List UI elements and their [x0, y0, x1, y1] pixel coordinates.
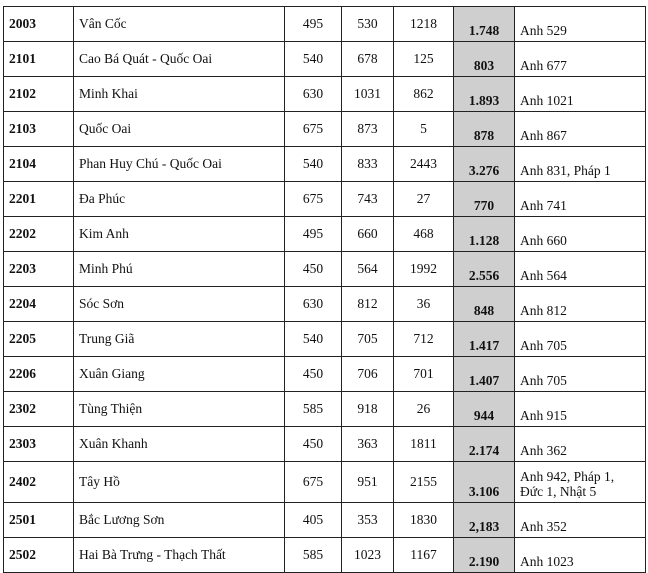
total-cell: 1.407 — [454, 357, 515, 392]
total-cell: 1.748 — [454, 7, 515, 42]
language-cell: Anh 677 — [515, 42, 646, 77]
school-code-cell: 2201 — [4, 182, 74, 217]
table-row — [4, 252, 646, 287]
school-registration-table — [3, 6, 646, 573]
school-code-cell: 2402 — [4, 462, 74, 503]
table-row — [4, 112, 646, 147]
total-cell: 1.893 — [454, 77, 515, 112]
total-cell: 803 — [454, 42, 515, 77]
table-row — [4, 77, 646, 112]
table-row — [4, 322, 646, 357]
choice2-cell: 862 — [394, 77, 454, 112]
school-name-cell: Sóc Sơn — [74, 287, 285, 322]
choice2-cell: 1218 — [394, 7, 454, 42]
language-cell: Anh 1021 — [515, 77, 646, 112]
total-cell: 878 — [454, 112, 515, 147]
quota-cell: 630 — [285, 287, 342, 322]
table-row — [4, 503, 646, 538]
total-cell: 3.276 — [454, 147, 515, 182]
total-cell: 3.106 — [454, 462, 515, 503]
total-cell: 2.190 — [454, 538, 515, 573]
table-row — [4, 7, 646, 42]
choice1-cell: 1023 — [342, 538, 394, 573]
choice1-cell: 564 — [342, 252, 394, 287]
language-cell: Anh 529 — [515, 7, 646, 42]
school-name-cell: Minh Khai — [74, 77, 285, 112]
school-name-cell: Hai Bà Trưng - Thạch Thất — [74, 538, 285, 573]
choice1-cell: 918 — [342, 392, 394, 427]
school-name-cell: Phan Huy Chú - Quốc Oai — [74, 147, 285, 182]
language-cell: Anh 812 — [515, 287, 646, 322]
school-code-cell: 2102 — [4, 77, 74, 112]
school-code-cell: 2206 — [4, 357, 74, 392]
quota-cell: 540 — [285, 42, 342, 77]
choice1-cell: 678 — [342, 42, 394, 77]
choice2-cell: 1167 — [394, 538, 454, 573]
language-cell: Anh 831, Pháp 1 — [515, 147, 646, 182]
school-name-cell: Tây Hồ — [74, 462, 285, 503]
choice2-cell: 1992 — [394, 252, 454, 287]
quota-cell: 405 — [285, 503, 342, 538]
choice1-cell: 353 — [342, 503, 394, 538]
choice1-cell: 743 — [342, 182, 394, 217]
choice1-cell: 705 — [342, 322, 394, 357]
language-cell: Anh 867 — [515, 112, 646, 147]
choice2-cell: 2155 — [394, 462, 454, 503]
school-code-cell: 2302 — [4, 392, 74, 427]
school-code-cell: 2501 — [4, 503, 74, 538]
language-cell: Anh 1023 — [515, 538, 646, 573]
quota-cell: 495 — [285, 217, 342, 252]
choice2-cell: 712 — [394, 322, 454, 357]
choice1-cell: 1031 — [342, 77, 394, 112]
quota-cell: 585 — [285, 392, 342, 427]
school-name-cell: Cao Bá Quát - Quốc Oai — [74, 42, 285, 77]
choice2-cell: 1830 — [394, 503, 454, 538]
table-row — [4, 357, 646, 392]
table-row — [4, 427, 646, 462]
total-cell: 1.417 — [454, 322, 515, 357]
language-cell: Anh 915 — [515, 392, 646, 427]
total-cell: 2.174 — [454, 427, 515, 462]
choice2-cell: 2443 — [394, 147, 454, 182]
total-cell: 2.556 — [454, 252, 515, 287]
school-code-cell: 2003 — [4, 7, 74, 42]
quota-cell: 675 — [285, 462, 342, 503]
choice1-cell: 951 — [342, 462, 394, 503]
school-code-cell: 2103 — [4, 112, 74, 147]
school-name-cell: Quốc Oai — [74, 112, 285, 147]
quota-cell: 675 — [285, 182, 342, 217]
language-cell: Anh 352 — [515, 503, 646, 538]
choice1-cell: 706 — [342, 357, 394, 392]
choice2-cell: 26 — [394, 392, 454, 427]
table-row — [4, 147, 646, 182]
quota-cell: 450 — [285, 357, 342, 392]
choice1-cell: 833 — [342, 147, 394, 182]
choice2-cell: 27 — [394, 182, 454, 217]
school-name-cell: Bắc Lương Sơn — [74, 503, 285, 538]
language-cell: Anh 705 — [515, 357, 646, 392]
table-row — [4, 182, 646, 217]
school-code-cell: 2303 — [4, 427, 74, 462]
total-cell: 770 — [454, 182, 515, 217]
school-code-cell: 2204 — [4, 287, 74, 322]
school-name-cell: Vân Cốc — [74, 7, 285, 42]
quota-cell: 540 — [285, 322, 342, 357]
school-name-cell: Đa Phúc — [74, 182, 285, 217]
choice1-cell: 812 — [342, 287, 394, 322]
table-row — [4, 462, 646, 503]
school-code-cell: 2203 — [4, 252, 74, 287]
school-name-cell: Kim Anh — [74, 217, 285, 252]
table-row — [4, 392, 646, 427]
quota-cell: 450 — [285, 427, 342, 462]
quota-cell: 585 — [285, 538, 342, 573]
table-row — [4, 217, 646, 252]
choice1-cell: 363 — [342, 427, 394, 462]
total-cell: 2,183 — [454, 503, 515, 538]
table-row — [4, 538, 646, 573]
table-row — [4, 42, 646, 77]
quota-cell: 630 — [285, 77, 342, 112]
choice2-cell: 36 — [394, 287, 454, 322]
choice2-cell: 468 — [394, 217, 454, 252]
choice1-cell: 660 — [342, 217, 394, 252]
quota-cell: 450 — [285, 252, 342, 287]
language-cell: Anh 660 — [515, 217, 646, 252]
choice2-cell: 5 — [394, 112, 454, 147]
language-cell: Anh 942, Pháp 1, Đức 1, Nhật 5 — [515, 462, 646, 503]
table-row — [4, 287, 646, 322]
choice2-cell: 1811 — [394, 427, 454, 462]
quota-cell: 495 — [285, 7, 342, 42]
language-cell: Anh 705 — [515, 322, 646, 357]
school-name-cell: Tùng Thiện — [74, 392, 285, 427]
language-cell: Anh 362 — [515, 427, 646, 462]
total-cell: 1.128 — [454, 217, 515, 252]
quota-cell: 675 — [285, 112, 342, 147]
school-code-cell: 2205 — [4, 322, 74, 357]
total-cell: 944 — [454, 392, 515, 427]
choice2-cell: 125 — [394, 42, 454, 77]
language-cell: Anh 741 — [515, 182, 646, 217]
choice1-cell: 530 — [342, 7, 394, 42]
school-name-cell: Xuân Giang — [74, 357, 285, 392]
school-code-cell: 2502 — [4, 538, 74, 573]
total-cell: 848 — [454, 287, 515, 322]
school-name-cell: Trung Giã — [74, 322, 285, 357]
quota-cell: 540 — [285, 147, 342, 182]
language-cell: Anh 564 — [515, 252, 646, 287]
school-code-cell: 2202 — [4, 217, 74, 252]
school-name-cell: Xuân Khanh — [74, 427, 285, 462]
school-code-cell: 2104 — [4, 147, 74, 182]
choice1-cell: 873 — [342, 112, 394, 147]
school-code-cell: 2101 — [4, 42, 74, 77]
school-name-cell: Minh Phú — [74, 252, 285, 287]
choice2-cell: 701 — [394, 357, 454, 392]
